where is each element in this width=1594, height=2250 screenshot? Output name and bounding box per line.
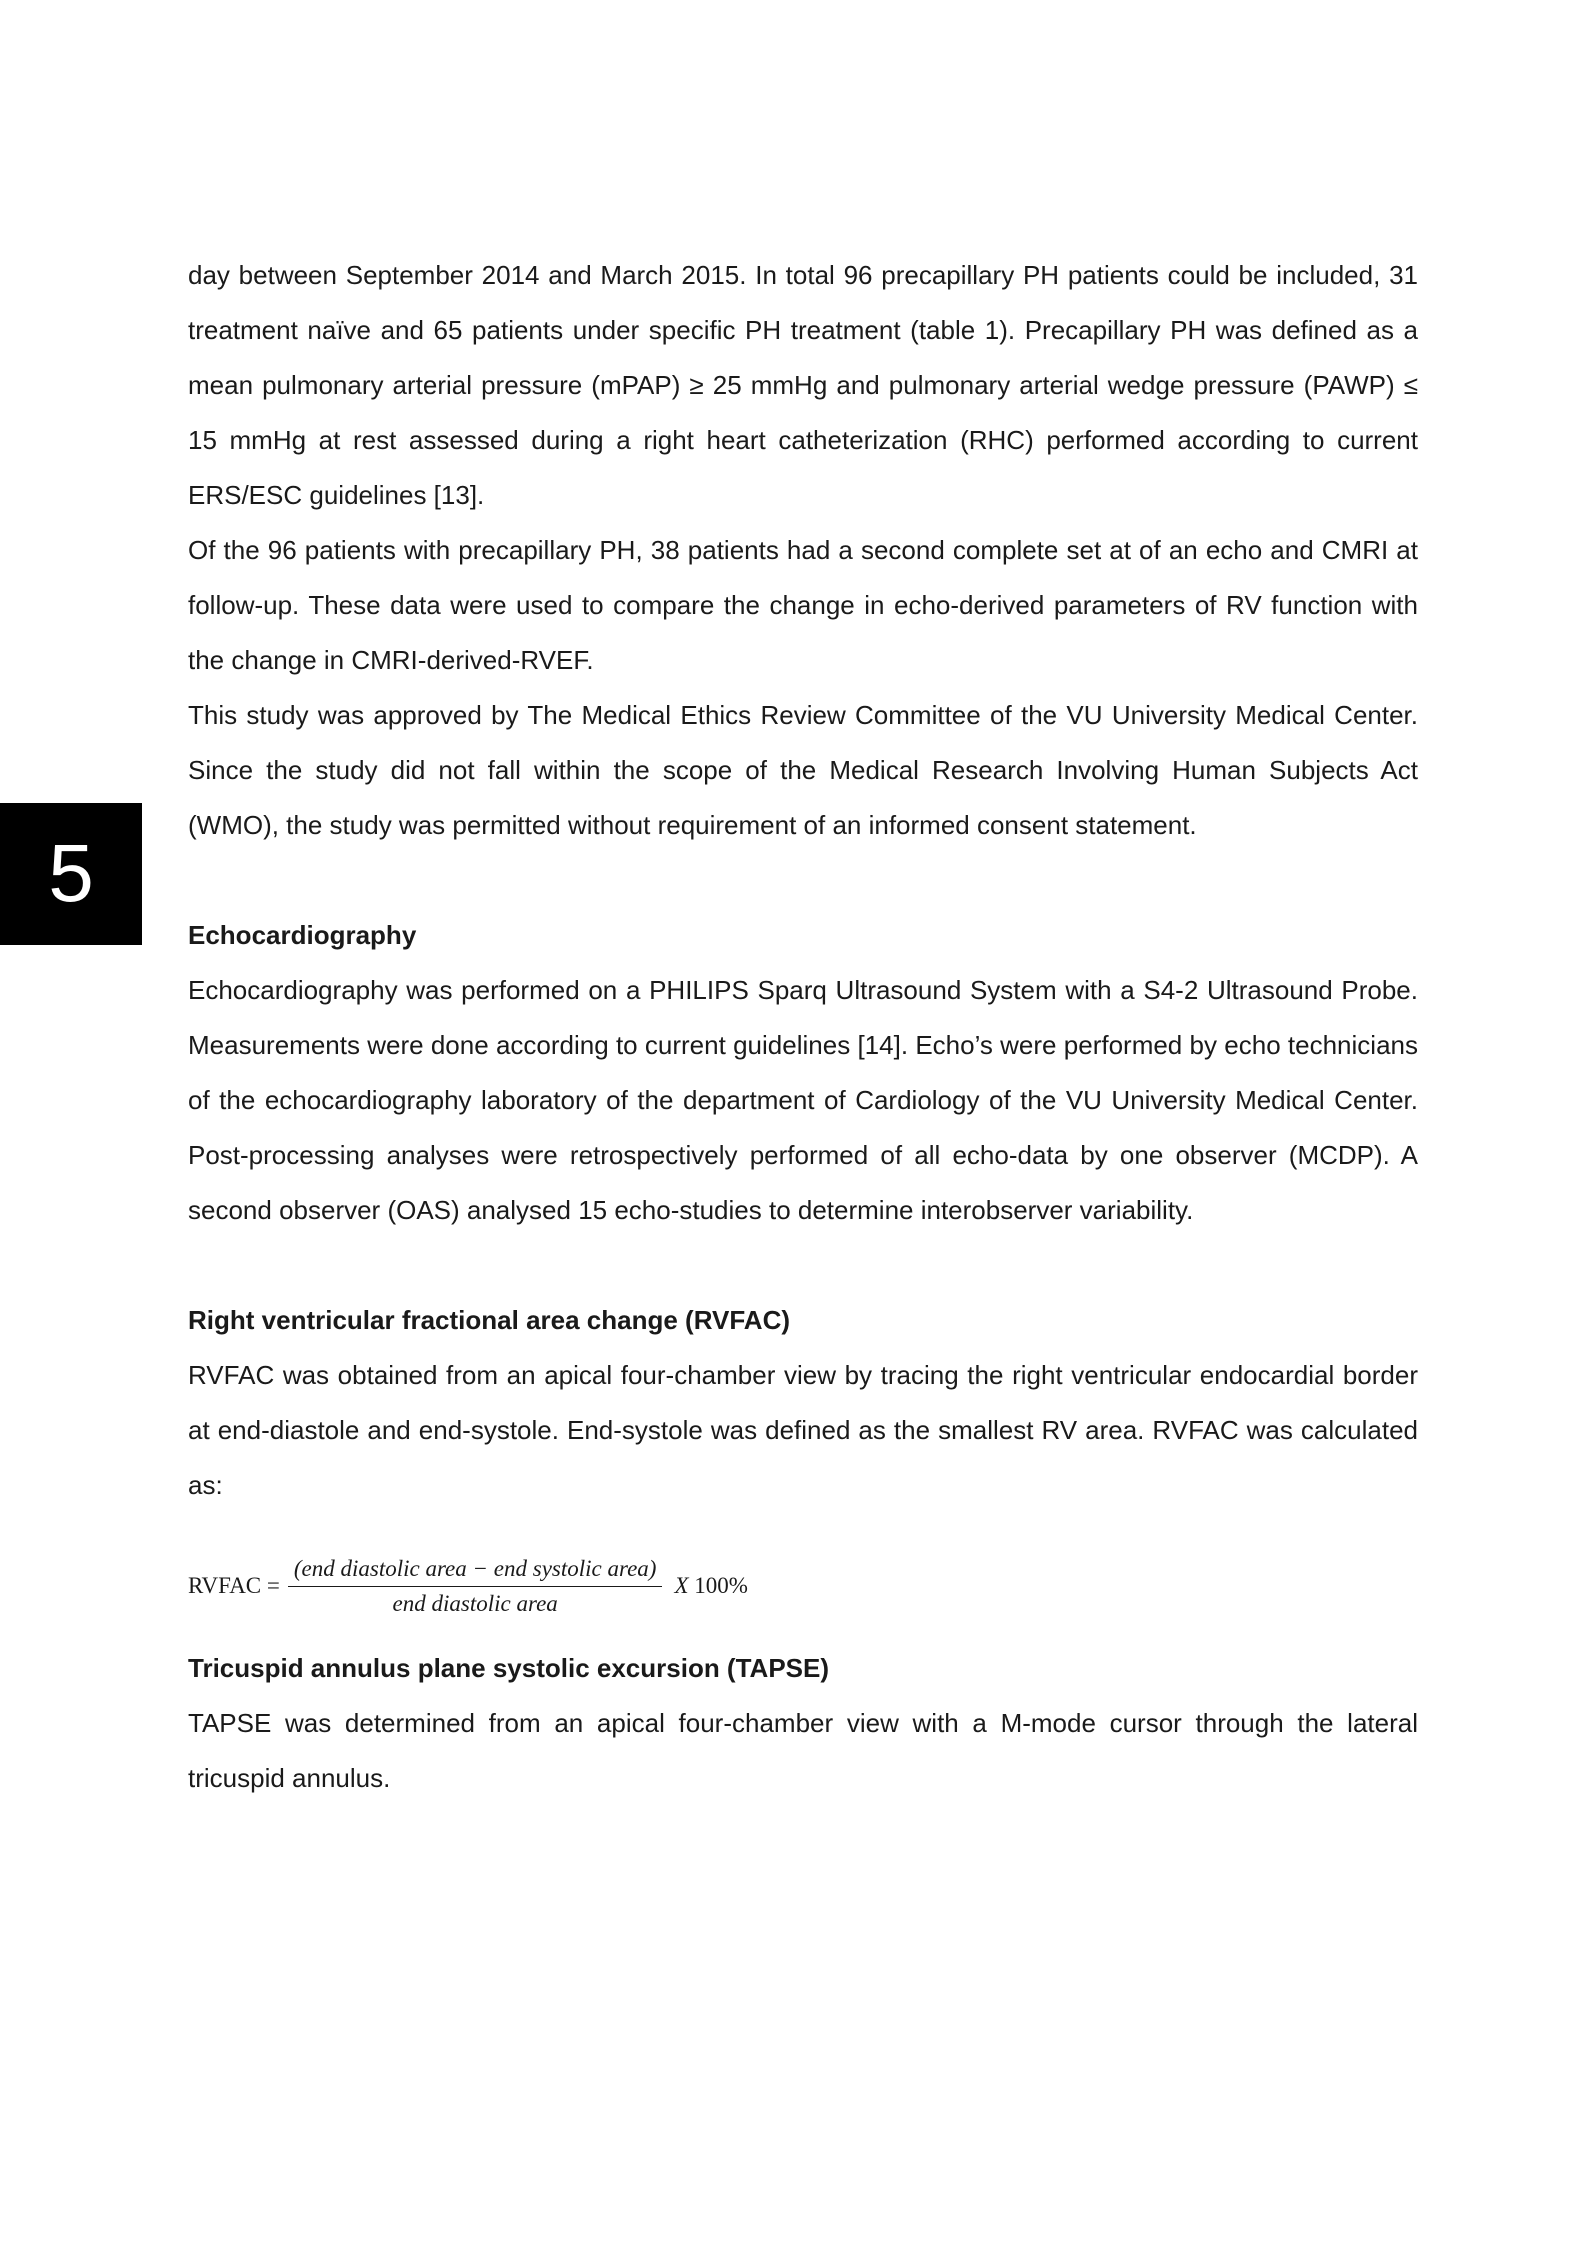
formula-numerator: (end diastolic area − end systolic area) (288, 1556, 663, 1587)
section-gap (188, 1238, 1418, 1293)
rvfac-formula (188, 1531, 1418, 1641)
formula-denominator: end diastolic area (392, 1590, 558, 1616)
paragraph-study-population: day between September 2014 and March 2015. In total 96 precapillary PH patients could be included, 31 treatment naïve and 65 patients under specific PH treatment (table 1). Precapillary PH was defined as a mean pulmonary arterial pressure (mPAP) ≥ 25 mmHg and pulmonary arterial wedge pressure (PAWP) ≤ 15 mmHg at rest assessed during a right heart catheterization (RHC) performed according to current ERS/ESC guidelines [13]. (188, 260, 1418, 510)
paragraph-echocardiography: Echocardiography was performed on a PHILIPS Sparq Ultrasound System with a S4-2 Ultrasound Probe. Measurements were done according to current guidelines [14]. Echo’s were performed by echo technicians of the echocardiography laboratory of the department of Cardiology of the VU University Medical Center. Post-processing analyses were retrospectively performed of all echo-data by one observer (MCDP). A second observer (OAS) analysed 15 echo-studies to determine interobserver variability. (188, 975, 1418, 1225)
paragraph-tapse: TAPSE was determined from an apical four-chamber view with a M-mode cursor through the lateral tricuspid annulus. (188, 1708, 1418, 1793)
formula-percent: 100% (694, 1573, 748, 1598)
heading-echocardiography: Echocardiography (188, 920, 417, 950)
formula-fraction (288, 1556, 663, 1617)
page-body (188, 248, 1418, 1806)
paragraph-rvfac: RVFAC was obtained from an apical four-chamber view by tracing the right ventricular endocardial border at end-diastole and end-systole. End-systole was defined as the smallest RV area. RVFAC was calculated as: (188, 1360, 1418, 1500)
heading-tapse: Tricuspid annulus plane systolic excursion (TAPSE) (188, 1653, 829, 1683)
formula-lhs: RVFAC = (188, 1573, 280, 1598)
heading-rvfac: Right ventricular fractional area change (RVFAC) (188, 1305, 790, 1335)
formula-rhs (674, 1573, 747, 1599)
chapter-number-tab: 5 (0, 803, 142, 945)
paragraph-follow-up: Of the 96 patients with precapillary PH, 38 patients had a second complete set at of an echo and CMRI at follow-up. These data were used to compare the change in echo-derived parameters of RV function with the change in CMRI-derived-RVEF. (188, 535, 1418, 675)
section-gap (188, 853, 1418, 908)
paragraph-ethics: This study was approved by The Medical Ethics Review Committee of the VU University Medical Center. Since the study did not fall within the scope of the Medical Research Involving Human Subjects Act (WMO), the study was permitted without requirement of an informed consent statement. (188, 700, 1418, 840)
formula-multiplier: X (674, 1573, 695, 1598)
